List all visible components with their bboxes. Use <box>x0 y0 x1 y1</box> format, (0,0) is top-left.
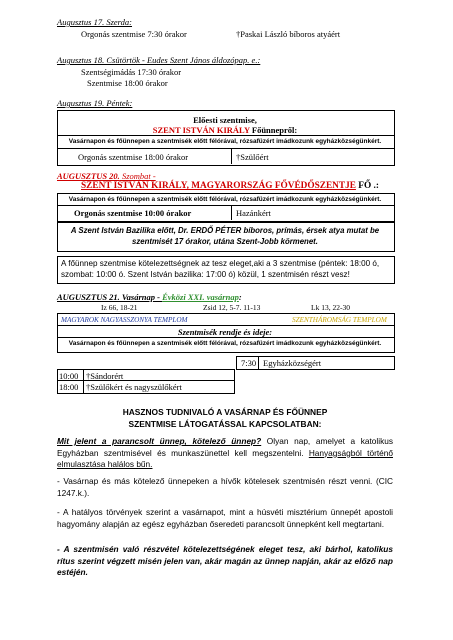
aug17-intention: †Paskai László bíboros atyáért <box>236 29 341 39</box>
info-paragraph-1 <box>57 436 393 471</box>
aug21-liturgical-day: Évközi XXI. vasárnap <box>162 292 239 302</box>
info-paragraph-2: - Vasárnap és más kötelező ünnepeken a hívők kötelesek szentmisén részt venni. (CIC 1247.k.). <box>57 476 393 498</box>
aug21-reading-2: Zsid 12, 5-7. 11-13 <box>203 303 261 312</box>
aug20-basilica-line2: szentmisét 17 órakor, utána Szent-Jobb körmenet. <box>132 237 318 246</box>
aug19-box-title: Előesti szentmise, <box>193 115 257 125</box>
aug17-mass: Orgonás szentmise 7:30 órakor <box>81 29 187 39</box>
aug20-day: Szombat - <box>119 171 156 181</box>
aug21-left-intention-1: †Sándorért <box>86 371 124 381</box>
aug20-confession-note: Vasárnapon és főünnepen a szentmisék előtt félórával, rózsafüzért imádkozunk egyházközségünkért. <box>68 196 382 203</box>
aug18-adoration: Szentségimádás 17:30 órakor <box>81 67 182 77</box>
aug19-box-subtitle <box>57 125 393 135</box>
info-paragraph-4: - A szentmisén való részvétel kötelezettségének eleget tesz, aki bárhol, katolikus rítus szerint végzett misén jelen van, akár magán az ünnep napján, akár az előző nap estéjén. <box>57 544 393 577</box>
aug20-feast-suffix: FŐ .: <box>355 181 379 191</box>
aug20-mass: Orgonás szentmise 10:00 órakor <box>74 208 192 218</box>
aug21-left-time-1: 10:00 <box>59 371 79 381</box>
aug21-colon: : <box>238 292 242 302</box>
aug21-schedule-title: Szentmisék rendje és ideje: <box>177 327 273 337</box>
info-title-2: SZENTMISE LÁTOGATÁSSAL KAPCSOLATBAN: <box>128 419 322 429</box>
aug21-reading-3: Lk 13, 22-30 <box>311 303 350 312</box>
aug20-obligation-line2: szombat: 10:00 ó. Szent István bazilika: 17:00 ó) közül, 1 szentmisén részt vesz! <box>61 270 350 279</box>
info-answer-emphasis: Hanyagságból történő elmulasztása halálos bűn. <box>57 447 393 469</box>
aug17-heading: Augusztus 17. Szerda: <box>57 17 133 27</box>
aug21-church-right: SZENTHÁROMSÁG TEMPLOM <box>292 316 387 324</box>
aug20-title <box>81 181 379 191</box>
aug20-feast-name: SZENT ISTVÁN KIRÁLY, MAGYARORSZÁG FŐVÉDŐSZENTJE <box>81 181 356 191</box>
aug19-confession-note: Vasárnapon és főünnepen a szentmisék előtt félórával, rózsafüzért imádkozunk egyházközségünkért. <box>68 138 382 145</box>
aug19-intention: †Szülőért <box>236 152 269 162</box>
aug20-basilica-line1: A Szent István Bazilika előtt, Dr. ERDŐ PÉTER bíboros, prímás, érsek atya mutat be <box>70 226 380 235</box>
aug20-heading <box>57 171 156 181</box>
info-question: Mit jelent a parancsolt ünnep, kötelező ünnep? <box>57 436 262 446</box>
aug21-church-left: MAGYAROK NAGYASSZONYA TEMPLOM <box>61 316 188 324</box>
aug18-mass: Szentmise 18:00 órakor <box>87 78 168 88</box>
aug20-date: AUGUSZTUS 20. <box>57 171 120 181</box>
aug21-right-intention: Egyházközségért <box>263 358 322 368</box>
info-answer: Olyan nap, amelyet a katolikus Egyházban szentmisével és munkaszünettel kell megszentelni. <box>57 436 393 458</box>
aug21-reading-1: Iz 66, 18-21 <box>101 303 138 312</box>
aug21-confession-note: Vasárnapon és főünnepen a szentmisék előtt félórával, rózsafüzért imádkozunk egyházközségünkért. <box>68 340 382 347</box>
aug18-heading: Augusztus 18. Csütörtök - Eudes Szent János áldozópap. e.: <box>57 55 261 65</box>
aug21-left-time-2: 18:00 <box>59 382 79 392</box>
aug21-left-intention-2: †Szülőkért és nagyszülőkért <box>86 382 182 392</box>
aug21-heading <box>57 292 242 302</box>
aug20-obligation-line1: A főünnep szentmise kötelezettségnek az tesz eleget,aki a 3 szentmise (péntek: 18:00 ó, <box>61 259 380 268</box>
aug21-date: AUGUSZTUS 21. Vasárnap - <box>57 292 163 302</box>
aug21-right-time: 7:30 <box>241 358 257 368</box>
aug20-intention: Hazánkért <box>236 208 271 218</box>
info-paragraph-3: - A hatályos törvények szerint a vasárnapot, mint a húsvéti misztérium ünnepét apostoli hagyomány alapján az egész egyházban őseredeti parancsolt ünnepként kell megtartani. <box>57 507 393 529</box>
aug19-mass: Orgonás szentmise 18:00 órakor <box>78 152 189 162</box>
info-title-1: HASZNOS TUDNIVALÓ A VASÁRNAP ÉS FŐÜNNEP <box>122 407 328 417</box>
aug19-feast-label: Főünnepről: <box>249 125 298 135</box>
aug19-heading: Augusztus 19. Péntek: <box>57 98 133 108</box>
aug19-saint-name: SZENT ISTVÁN KIRÁLY <box>152 125 250 135</box>
